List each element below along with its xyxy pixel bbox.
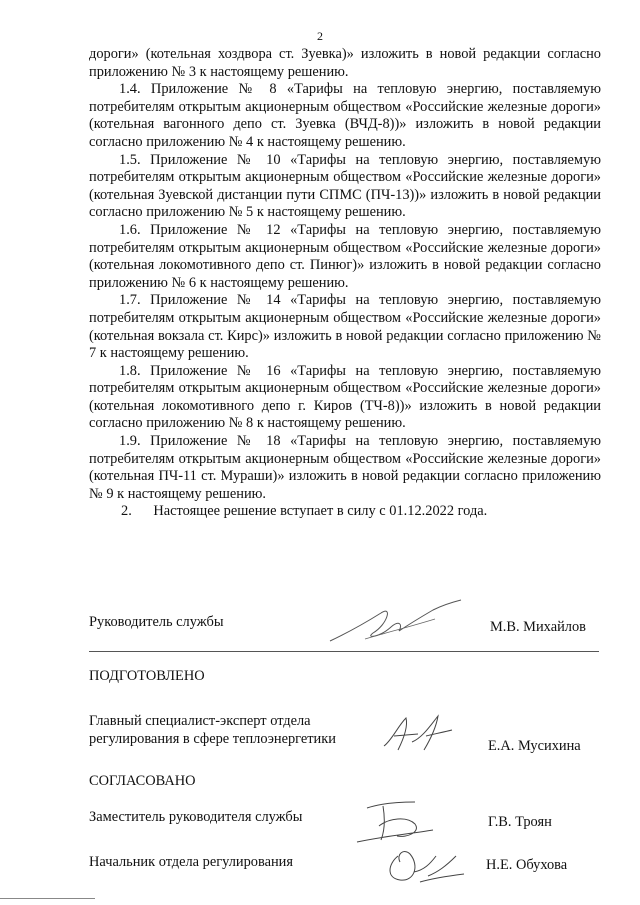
prepared-signature-icon [378,712,458,754]
deputy-head-position: Заместитель руководителя службы [89,809,303,825]
department-head-name: Н.Е. Обухова [486,857,568,873]
paragraph-1-5: 1.5. Приложение № 10 «Тарифы на тепловую энергию, поставляемую потребителям открытым акционерным обществом «Российские железные дороги» (котельная Зуевской дистанции пути СПМС (ПЧ-13))» изложить в новой редакции согласно приложению № 5 к настоящему решению. [89,151,601,221]
paragraph-1-9: 1.9. Приложение № 18 «Тарифы на тепловую энергию, поставляемую потребителям открытым акционерным обществом «Российские железные дороги» (котельная ПЧ-11 ст. Мураши)» изложить в новой редакции согласно приложению № 9 к настоящему решению. [89,433,601,502]
decision-body [89,46,601,521]
paragraph-1-8: 1.8. Приложение № 16 «Тарифы на тепловую энергию, поставляемую потребителям открытым акционерным обществом «Российские железные дороги» (котельная локомотивного депо г. Киров (ТЧ-8))» изложить в новой редакции согласно приложению № 8 к настоящему решению. [89,362,601,432]
page-number: 2 [317,29,323,43]
page-edge-line [0,898,95,899]
prepared-position-line2: регулирования в сфере теплоэнергетики [89,731,336,747]
deputy-head-name: Г.В. Троян [488,814,552,830]
paragraph-2-effective-date: 2. Настоящее решение вступает в силу с 01.12.2022 года. [121,503,488,520]
prepared-heading: ПОДГОТОВЛЕНО [89,668,205,684]
signature-divider [89,651,599,652]
agreed-heading: СОГЛАСОВАНО [89,773,196,789]
paragraph-1-4: 1.4. Приложение № 8 «Тарифы на тепловую энергию, поставляемую потребителям открытым акционерным обществом «Российские железные дороги» (котельная вагонного депо ст. Зуевка (ВЧД-8))» изложить в новой редакции согласно приложению № 4 к настоящему решению. [89,81,601,150]
department-head-position: Начальник отдела регулирования [89,854,294,870]
paragraph-1-7: 1.7. Приложение № 14 «Тарифы на тепловую энергию, поставляемую потребителям открытым акционерным обществом «Российские железные дороги» (котельная вокзала ст. Кирс)» изложить в новой редакции согласно приложению № 7 к настоящему решению. [89,292,601,362]
prepared-position-line1: Главный специалист-эксперт отдела [89,713,311,729]
paragraph-continuation: дороги» (котельная хоздвора ст. Зуевка)» изложить в новой редакции согласно приложению № 3 к настоящему решению. [89,46,601,80]
deputy-head-signature-icon [345,796,440,846]
head-position: Руководитель службы [89,614,224,630]
head-name: М.В. Михайлов [490,619,586,635]
prepared-name: Е.А. Мусихина [488,738,581,754]
paragraph-1-6: 1.6. Приложение № 12 «Тарифы на тепловую энергию, поставляемую потребителям открытым акционерным обществом «Российские железные дороги» (котельная локомотивного депо ст. Пинюг)» изложить в новой редакции согласно приложению № 6 к настоящему решению. [89,221,601,291]
department-head-signature-icon [380,842,470,887]
head-signature-icon [325,597,465,649]
